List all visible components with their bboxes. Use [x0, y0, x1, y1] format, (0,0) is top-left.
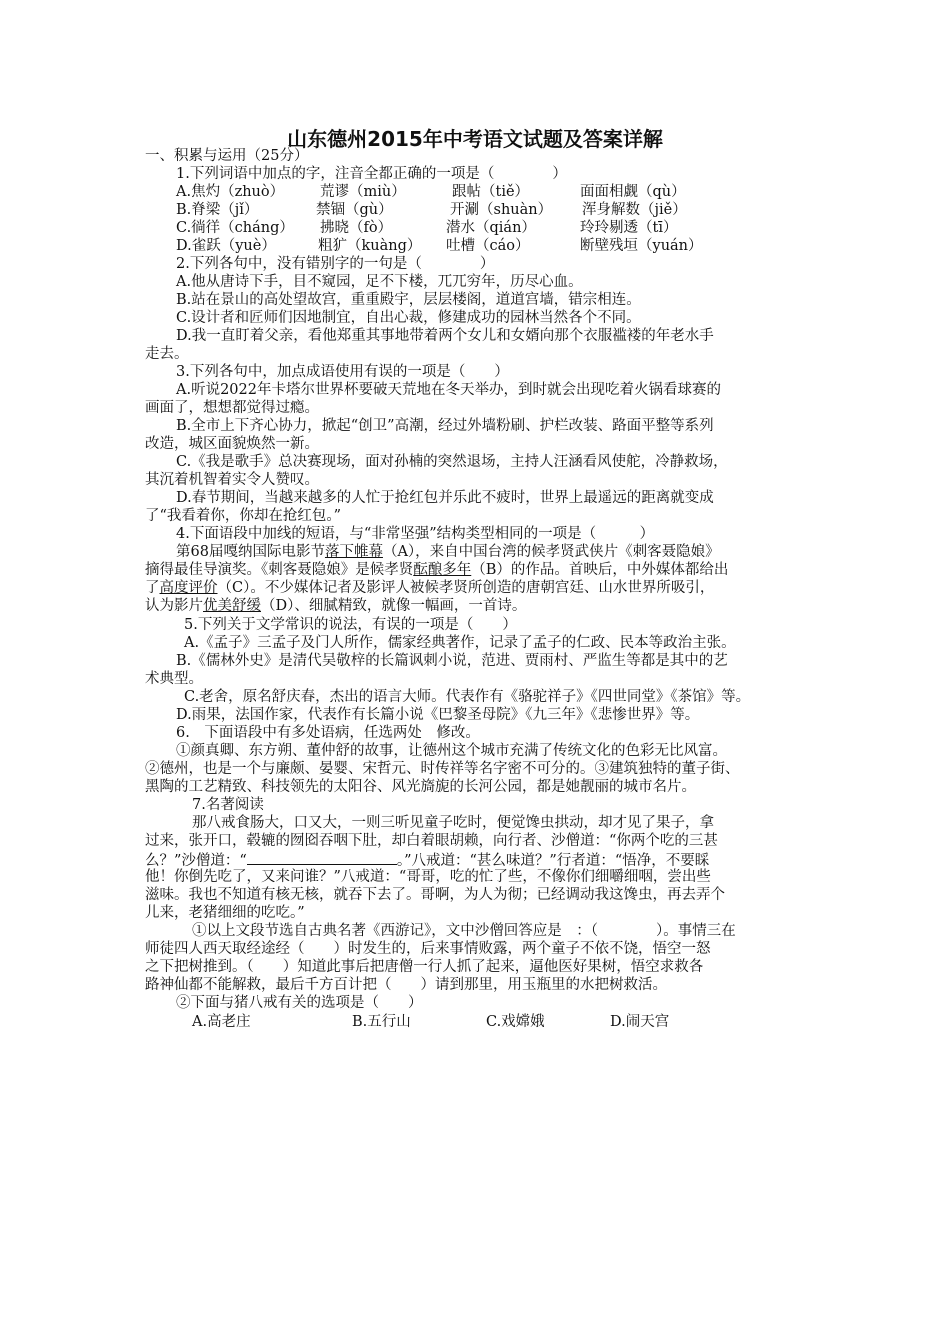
- question-4-stem: 4.下面语段中加线的短语，与“非常坚强”结构类型相同的一项是（ ）: [176, 526, 655, 542]
- q1-a-1: A.焦灼（zhuò）: [176, 184, 285, 200]
- q7-sub-1-line-2: 师徒四人西天取经途经（ ）时发生的，后来事情败露，两个童子不依不饶，悟空一怒: [145, 941, 711, 957]
- q4-passage-line-2: [145, 561, 728, 579]
- q1-b-1: B.脊梁（jǐ）: [176, 202, 259, 218]
- q3-option-b: B.全市上下齐心协力，掀起“创卫”高潮，经过外墙粉刷、护栏改装、路面平整等系列: [176, 418, 714, 434]
- q1-c-3: 潜水（qián）: [446, 220, 536, 236]
- q3-option-d-cont: 了“我看着你，你却在抢红包。”: [145, 508, 342, 524]
- q4-text: 摘得最佳导演奖。《刺客聂隐娘》是候孝贤: [145, 562, 414, 578]
- q2-option-a: A.他从唐诗下手，目不窥园，足不下楼，兀兀穷年，历尽心血。: [176, 274, 583, 290]
- q7-text: 么？”沙僧道：“: [145, 853, 247, 869]
- q1-c-2: 拂晓（fò）: [320, 220, 393, 236]
- q1-d-3: 吐槽（cáo）: [446, 238, 530, 254]
- q6-passage-line-1: ①颜真卿、东方朔、董仲舒的故事，让德州这个城市充满了传统文化的色彩无比风富。: [176, 743, 727, 759]
- q7-sub-1-line-1: ①以上文段节选自古典名著《西游记》，文中沙僧回答应是 ：（ ）。事情三在: [192, 923, 736, 939]
- q1-a-2: 荒谬（miù）: [320, 184, 406, 200]
- q2-option-b: B.站在景山的高处望故宫，重重殿宇，层层楼阁，道道宫墙，错宗相连。: [176, 292, 641, 308]
- q4-text: 第68届嘎纳国际电影节: [176, 544, 325, 560]
- question-3-stem: 3.下列各句中，加点成语使用有误的一项是（ ）: [176, 364, 509, 380]
- q4-text: 了: [145, 580, 160, 596]
- q4-text: （D）、细腻精致，就像一幅画，一首诗。: [261, 598, 527, 614]
- q3-option-c: C.《我是歌手》总决赛现场，面对孙楠的突然退场，主持人汪涵看风使舵，冷静救场，: [176, 454, 728, 470]
- q4-passage-line-3: [145, 579, 714, 597]
- question-2-stem: 2.下列各句中，没有错别字的一句是（ ）: [176, 256, 495, 272]
- question-5-stem: 5.下列关于文学常识的说法，有误的一项是（ ）: [184, 617, 517, 633]
- q3-option-d: D.春节期间，当越来越多的人忙于抢红包并乐此不疲时，世界上最遥远的距离就变成: [176, 490, 714, 506]
- q7-option-b: B.五行山: [352, 1014, 411, 1030]
- q7-passage-line-3: [145, 850, 709, 870]
- q7-sub-2-stem: ②下面与猪八戒有关的选项是（ ）: [176, 995, 423, 1011]
- q1-d-1: D.雀跃（yuè）: [176, 238, 276, 254]
- q7-option-d: D.闹天宫: [610, 1014, 670, 1030]
- q1-b-4: 浑身解数（jiě）: [582, 202, 687, 218]
- q6-passage-line-3: 黑陶的工艺精致、科技领先的太阳谷、风光旖旎的长河公园，都是她靓丽的城市名片。: [145, 779, 696, 795]
- q2-option-c: C.设计者和匠师们因地制宜，自出心裁，修建成功的园林当然各个不同。: [176, 310, 641, 326]
- q7-option-a: A.高老庄: [192, 1014, 251, 1030]
- q3-option-c-cont: 其沉着机智着实令人赞叹。: [145, 472, 319, 488]
- q4-text: （A），来自中国台湾的候孝贤武侠片《刺客聂隐娘》: [382, 544, 720, 560]
- q4-text: （B）的作品。首映后，中外媒体都给出: [471, 562, 729, 578]
- q3-option-b-cont: 改造，城区面貌焕然一新。: [145, 436, 319, 452]
- q1-c-1: C.徜徉（cháng）: [176, 220, 294, 236]
- section-heading: 一、积累与运用（25分）: [145, 148, 309, 164]
- q4-phrase-b: 酝酿多年: [413, 562, 472, 578]
- q4-passage-line-1: [176, 543, 720, 561]
- q4-text: 认为影片: [145, 598, 203, 614]
- q4-text: （C）。不少媒体记者及影评人被候孝贤所创造的唐朝宫廷、山水世界所吸引，: [217, 580, 715, 596]
- q2-option-d: D.我一直盯着父亲，看他郑重其事地带着两个女儿和女婿向那个衣服褴褛的年老水手: [176, 328, 714, 344]
- q4-phrase-c: 高度评价: [159, 580, 218, 596]
- q1-a-4: 面面相觑（qù）: [580, 184, 686, 200]
- q1-d-4: 断壁残垣（yuán）: [580, 238, 703, 254]
- q5-option-a: A.《孟子》三孟子及门人所作，儒家经典著作，记录了孟子的仁政、民本等政治主张。: [184, 635, 736, 651]
- q7-passage-line-1: 那八戒食肠大，口又大，一则三听见童子吃时，便觉馋虫拱动，却才见了果子，拿: [192, 815, 714, 831]
- q3-option-a-cont: 画面了，想想都觉得过瘾。: [145, 400, 319, 416]
- q4-phrase-a: 落下帷幕: [324, 544, 383, 560]
- page-title: 山东德州2015年中考语文试题及答案详解: [287, 127, 663, 151]
- q2-option-d-cont: 走去。: [145, 346, 189, 362]
- question-1-stem: 1.下列词语中加点的字，注音全都正确的一项是（ ）: [176, 166, 567, 182]
- q7-passage-line-2: 过来，张开口，毂辘的囫囵吞咽下肚，却白着眼胡赖，向行者、沙僧道：“你两个吃的三甚: [145, 833, 718, 849]
- q6-passage-line-2: ②德州，也是一个与廉颇、晏婴、宋哲元、时传祥等名字密不可分的。③建筑独特的董子街、: [145, 761, 740, 777]
- q4-phrase-d: 优美舒缓: [203, 598, 261, 614]
- q5-option-b: B.《儒林外史》是清代吴敬梓的长篇讽刺小说，范进、贾雨村、严监生等都是其中的艺: [176, 653, 728, 669]
- q1-b-2: 禁锢（gù）: [316, 202, 393, 218]
- question-7-stem: 7.名著阅读: [192, 797, 264, 813]
- question-6-stem: 6. 下面语段中有多处语病，任选两处 修改。: [176, 725, 480, 741]
- q1-d-2: 粗犷（kuàng）: [318, 238, 422, 254]
- q4-passage-line-4: [145, 597, 526, 615]
- q7-option-c: C.戏嫦娥: [486, 1014, 545, 1030]
- q1-c-4: 玲玲剔透（tī）: [580, 220, 678, 236]
- answer-blank: [247, 850, 397, 865]
- q1-b-3: 开涮（shuàn）: [450, 202, 553, 218]
- q5-option-d: D.雨果，法国作家，代表作有长篇小说《巴黎圣母院》《九三年》《悲惨世界》等。: [176, 707, 700, 723]
- q3-option-a: A.听说2022年卡塔尔世界杯要破天荒地在冬天举办，到时就会出现吃着火锅看球赛的: [176, 382, 721, 398]
- q7-passage-line-4: 他！你倒先吃了，又来问谁？”八戒道：“哥哥，吃的忙了些，不像你们细嚼细咽，尝出些: [145, 869, 711, 885]
- q7-passage-line-5: 滋味。我也不知道有核无核，就吞下去了。哥啊，为人为彻；已经调动我这馋虫，再去弄个: [145, 887, 725, 903]
- q1-a-3: 跟帖（tiě）: [452, 184, 530, 200]
- q7-passage-line-6: 儿来，老猪细细的吃吃。”: [145, 905, 305, 921]
- q7-sub-1-line-4: 路神仙都不能解救，最后千方百计把（ ）请到那里，用玉瓶里的水把树救活。: [145, 977, 667, 993]
- q5-option-c: C.老舍，原名舒庆春，杰出的语言大师。代表作有《骆驼祥子》《四世同堂》《茶馆》等。: [184, 689, 751, 705]
- q7-text: 。”八戒道：“甚么味道？”行者道：“悟净，不要睬: [396, 853, 710, 869]
- q5-option-b-cont: 术典型。: [145, 671, 203, 687]
- q7-sub-1-line-3: 之下把树推到。（ ）知道此事后把唐僧一行人抓了起来，逼他医好果树，悟空求救各: [145, 959, 704, 975]
